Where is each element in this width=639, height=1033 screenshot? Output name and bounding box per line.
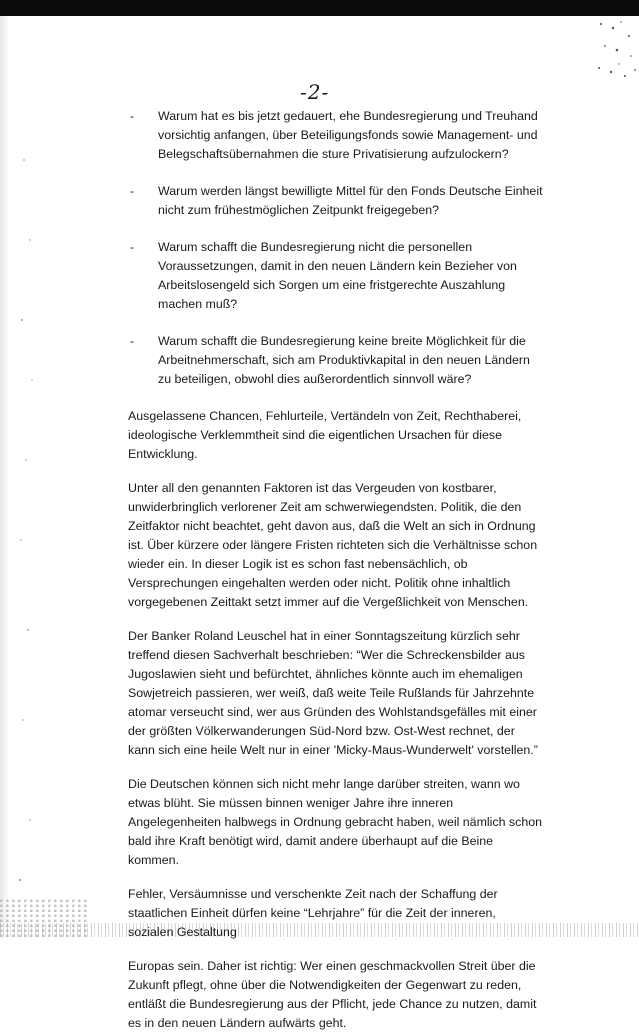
- scan-left-edge: [0, 16, 10, 937]
- list-item: [128, 238, 543, 314]
- list-item: [128, 332, 543, 389]
- list-item-text: Warum schafft die Bundesregierung keine breite Möglichkeit für die Arbeitnehmerschaft, sich am Produktivkapital in den neuen Ländern zu beteiligen, obwohl dies außerordentlich sinnvoll wäre?: [158, 334, 530, 386]
- paragraph: Europas sein. Daher ist richtig: Wer einen geschmackvollen Streit über die Zukunft pflegt, ohne über die Notwendigkeiten der Gegenwart zu reden, entläßt die Bundesregierung aus der Pflicht, jede Chance zu nutzen, damit es in den neuen Ländern aufwärts geht.: [128, 959, 537, 1030]
- list-item-text: Warum werden längst bewilligte Mittel für den Fonds Deutsche Einheit nicht zum frühestmöglichen Zeitpunkt freigegeben?: [158, 184, 543, 217]
- paragraph: Unter all den genannten Faktoren ist das Vergeuden von kostbarer, unwiderbringlich verlorener Zeit am schwerwiegendsten. Politik, die den Zeitfaktor nicht beachtet, geht davon aus, daß die Welt an sich in Ordnung ist. Über kürzere oder längere Fristen richteten sich die Verhältnisse schon wieder ein. In dieser Logik ist es schon fast nebensächlich, ob Versprechungen eingehalten werden oder nicht. Politik ohne inhaltlich vorgegebenen Zeittakt setzt immer auf die Vergeßlichkeit von Menschen.: [128, 481, 538, 609]
- bullet-dash: -: [130, 184, 135, 198]
- scan-specks-top-right: [591, 16, 639, 86]
- scan-bottom-left-noise: [0, 897, 90, 937]
- bullet-dash: -: [130, 240, 135, 254]
- scan-top-border: [0, 0, 639, 16]
- bullet-dash: -: [130, 109, 135, 123]
- scan-specks-left-margin: [18, 120, 58, 900]
- paragraph: Fehler, Versäumnisse und verschenkte Zeit nach der Schaffung der staatlichen Einheit dürfen keine “Lehrjahre” für die Zeit der inneren, sozialen Gestaltung: [128, 887, 498, 939]
- bullet-dash: -: [130, 334, 135, 348]
- list-item-text: Warum hat es bis jetzt gedauert, ehe Bundesregierung und Treuhand vorsichtig anfangen, über Beteiligungsfonds sowie Management- und Belegschaftsübernahmen die sture Privatisierung aufzulockern?: [158, 109, 538, 161]
- list-item: [128, 107, 543, 164]
- document-body: [128, 107, 543, 1033]
- paragraph: Die Deutschen können sich nicht mehr lange darüber streiten, wann wo etwas blüht. Sie müssen binnen weniger Jahre ihre inneren Angelegenheiten halbwegs in Ordnung gebracht haben, weil nämlich schon bald ihre Kraft benötigt wird, damit andere überhaupt auf die Beine kommen.: [128, 777, 542, 867]
- page-number: -2-: [300, 80, 330, 104]
- paragraph: Ausgelassene Chancen, Fehlurteile, Vertändeln von Zeit, Rechthaberei, ideologische Verklemmtheit sind die eigentlichen Ursachen für diese Entwicklung.: [128, 409, 522, 461]
- question-list: [128, 107, 543, 389]
- list-item-text: Warum schafft die Bundesregierung nicht die personellen Voraussetzungen, damit in den neuen Ländern kein Bezieher von Arbeitslosengeld sich Sorgen um eine fristgerechte Auszahlung machen muß?: [158, 240, 517, 311]
- list-item: [128, 182, 543, 220]
- paragraph: Der Banker Roland Leuschel hat in einer Sonntagszeitung kürzlich sehr treffend diesen Sachverhalt beschrieben: “Wer die Schreckensbilder aus Jugoslawien sieht und befürchtet, ähnliches könnte auch im ehemaligen Sowjetreich passieren, wer weiß, daß weite Teile Rußlands für Jahrzehnte atomar verseucht sind, wer aus Gründen des Wohlstandsgefälles mit einer der größten Völkerwanderungen Süd-Nord bzw. Ost-West rechnet, der kann sich eine heile Welt nur in einer 'Micky-Maus-Wunderwelt' vorstellen.”: [128, 629, 538, 757]
